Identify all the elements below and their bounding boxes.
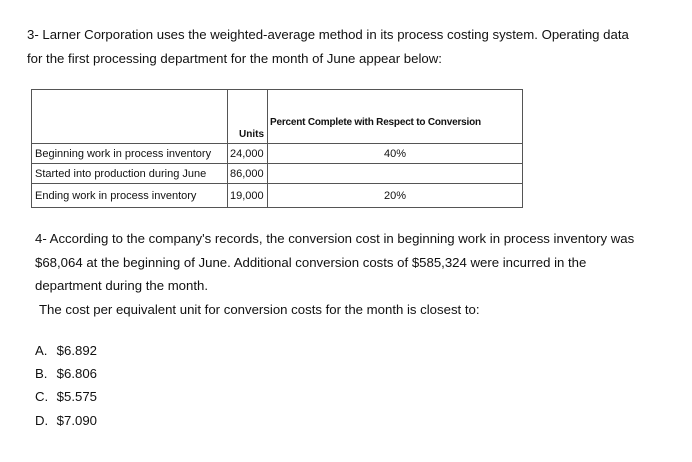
row-units: 19,000: [228, 184, 268, 208]
option-text: $7.090: [56, 412, 98, 428]
header-percent-complete: Percent Complete with Respect to Conversion: [268, 90, 523, 144]
row-units: 86,000: [228, 164, 268, 184]
intro-line-1: 3- Larner Corporation uses the weighted-average method in its process costing system. Operating data: [27, 27, 629, 42]
option-text: $6.806: [56, 366, 98, 382]
intro-line-2: for the first processing department for the month of June appear below:: [27, 51, 442, 66]
question-line-1: 4- According to the company's records, the conversion cost in beginning work in process inventory was: [35, 231, 635, 246]
row-label: Started into production during June: [32, 164, 228, 184]
row-units: 24,000: [228, 144, 268, 164]
row-percent: 20%: [268, 184, 523, 208]
answer-option-d[interactable]: [35, 409, 97, 432]
row-percent: [268, 164, 523, 184]
table-row: [32, 164, 523, 184]
table-row: [32, 184, 523, 208]
answer-option-b[interactable]: [35, 362, 97, 385]
header-empty-cell: [32, 90, 228, 144]
row-percent: 40%: [268, 144, 523, 164]
option-text: $5.575: [56, 389, 98, 405]
table-row: [32, 144, 523, 164]
row-label: Ending work in process inventory: [32, 184, 228, 208]
answer-options: [35, 339, 97, 432]
row-label: Beginning work in process inventory: [32, 144, 228, 164]
question-line-2: $68,064 at the beginning of June. Additional conversion costs of $585,324 were incurred in the: [35, 254, 587, 270]
option-letter: A.: [35, 343, 48, 358]
option-letter: D.: [35, 412, 49, 428]
operating-data-table: [31, 89, 523, 208]
header-units: Units: [228, 90, 268, 144]
option-letter: B.: [35, 366, 48, 382]
question-prompt: The cost per equivalent unit for conversion costs for the month is closest to:: [39, 301, 480, 317]
table-header-row: [32, 90, 523, 144]
question-line-3: department during the month.: [35, 278, 209, 293]
problem-intro: [27, 23, 667, 71]
option-text: $6.892: [56, 343, 98, 358]
option-letter: C.: [35, 389, 49, 405]
question-text: [35, 227, 665, 321]
answer-option-c[interactable]: [35, 385, 97, 408]
answer-option-a[interactable]: [35, 339, 97, 362]
